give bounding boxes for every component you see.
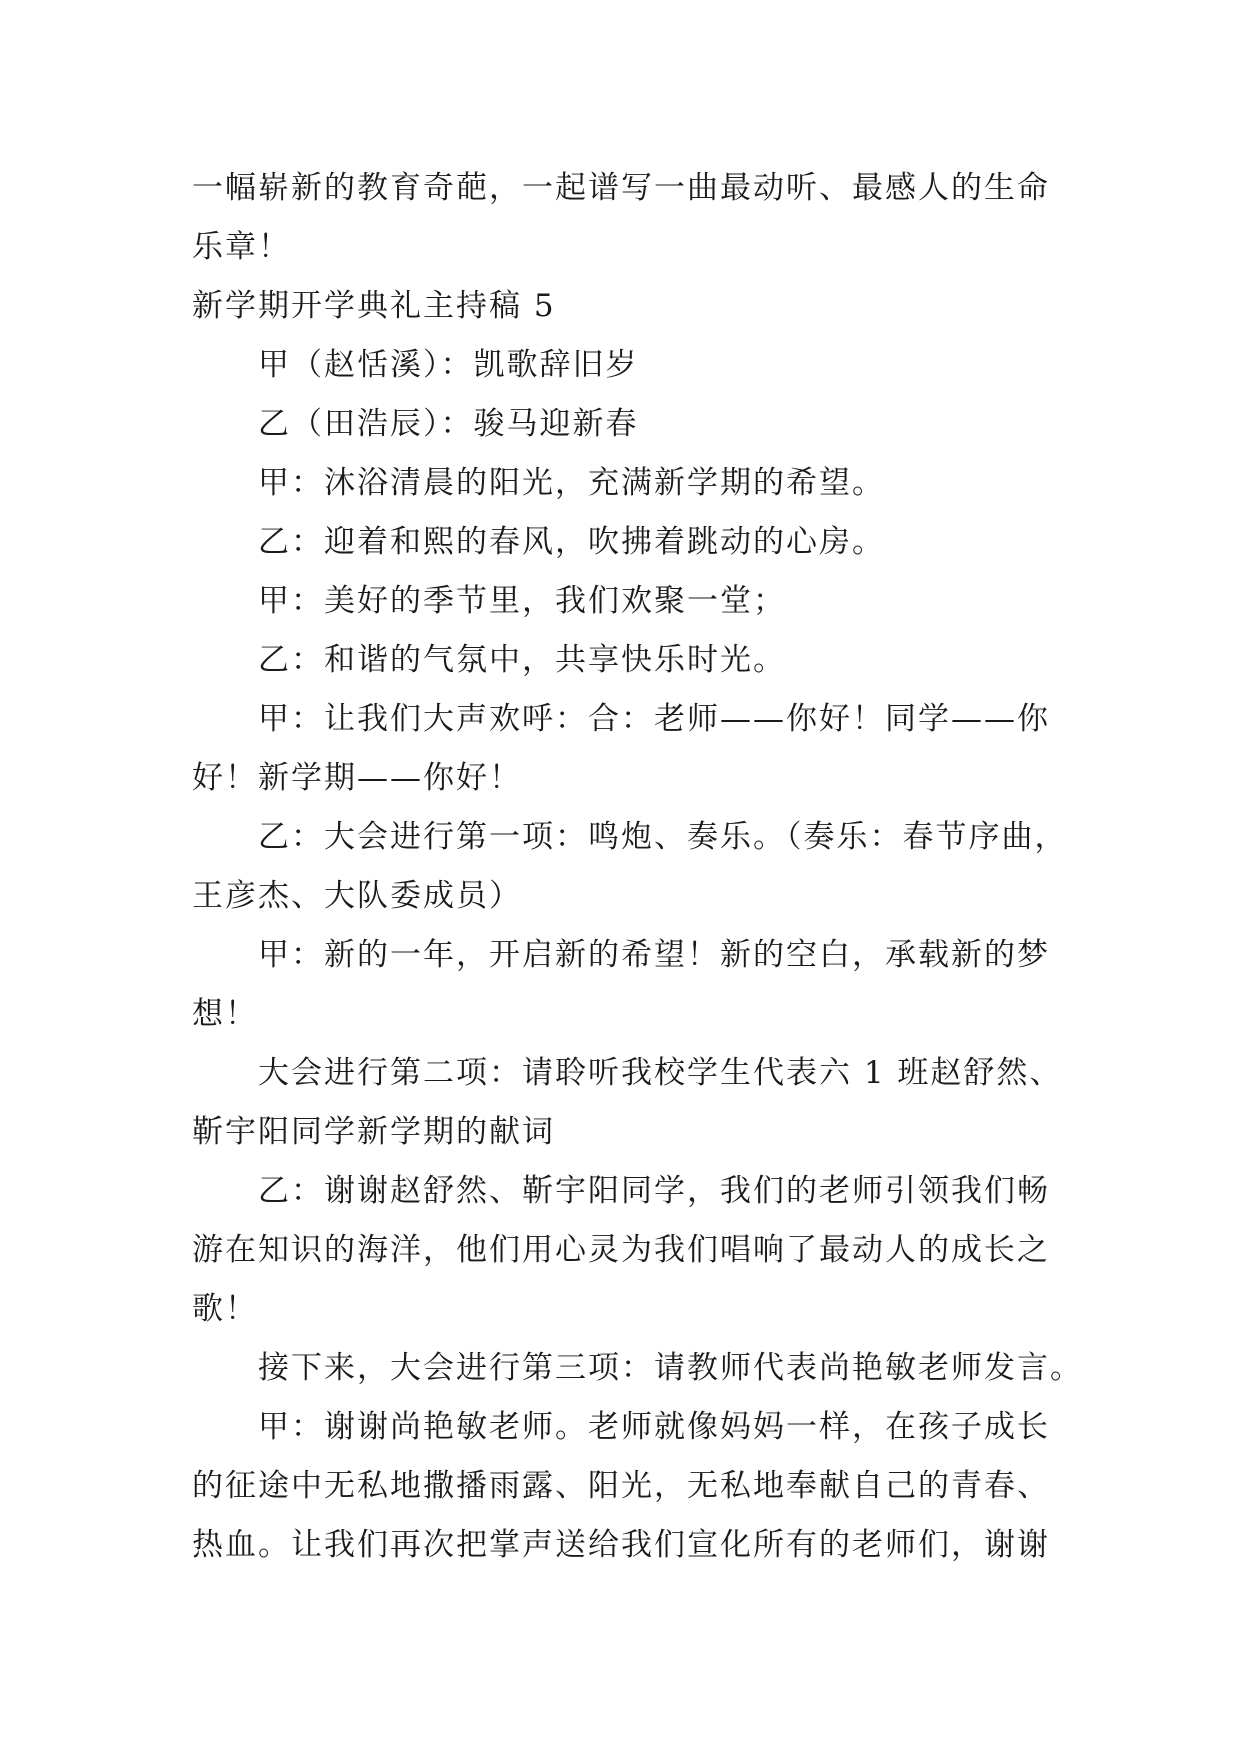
text-line: 好！新学期——你好！ bbox=[192, 760, 522, 796]
text-line: 甲：沐浴清晨的阳光，充满新学期的希望。 bbox=[258, 465, 885, 501]
text-line: 乙（田浩辰）：骏马迎新春 bbox=[258, 406, 639, 442]
text-line: 想！ bbox=[192, 996, 258, 1032]
text-line: 新学期开学典礼主持稿 5 bbox=[192, 288, 556, 324]
text-line: 乙：谢谢赵舒然、靳宇阳同学，我们的老师引领我们畅 bbox=[258, 1173, 1050, 1209]
text-line: 王彦杰、大队委成员） bbox=[192, 878, 522, 914]
text-line: 乙：大会进行第一项：鸣炮、奏乐。（奏乐：春节序曲， bbox=[258, 819, 1068, 855]
text-line: 乙：迎着和熙的春风，吹拂着跳动的心房。 bbox=[258, 524, 885, 560]
text-line: 甲（赵恬溪）：凯歌辞旧岁 bbox=[258, 347, 639, 383]
text-line: 甲：谢谢尚艳敏老师。老师就像妈妈一样，在孩子成长 bbox=[258, 1409, 1050, 1445]
text-line: 乙：和谐的气氛中，共享快乐时光。 bbox=[258, 642, 786, 678]
text-line: 的征途中无私地撒播雨露、阳光，无私地奉献自己的青春、 bbox=[192, 1468, 1050, 1504]
text-line: 甲：美好的季节里，我们欢聚一堂； bbox=[258, 583, 786, 619]
text-line: 甲：新的一年，开启新的希望！新的空白，承载新的梦 bbox=[258, 937, 1050, 973]
text-line: 热血。让我们再次把掌声送给我们宣化所有的老师们，谢谢 bbox=[192, 1527, 1050, 1563]
text-line: 甲：让我们大声欢呼：合：老师——你好！同学——你 bbox=[258, 701, 1050, 737]
text-line: 游在知识的海洋，他们用心灵为我们唱响了最动人的成长之 bbox=[192, 1232, 1050, 1268]
text-line: 靳宇阳同学新学期的献词 bbox=[192, 1114, 555, 1150]
text-line: 乐章！ bbox=[192, 229, 291, 265]
text-line: 大会进行第二项：请聆听我校学生代表六 1 班赵舒然、 bbox=[258, 1055, 1063, 1091]
document-body bbox=[192, 159, 1083, 1575]
text-line: 一幅崭新的教育奇葩，一起谱写一曲最动听、最感人的生命 bbox=[192, 170, 1050, 206]
text-line: 接下来，大会进行第三项：请教师代表尚艳敏老师发言。 bbox=[258, 1350, 1083, 1386]
text-line: 歌！ bbox=[192, 1291, 258, 1327]
